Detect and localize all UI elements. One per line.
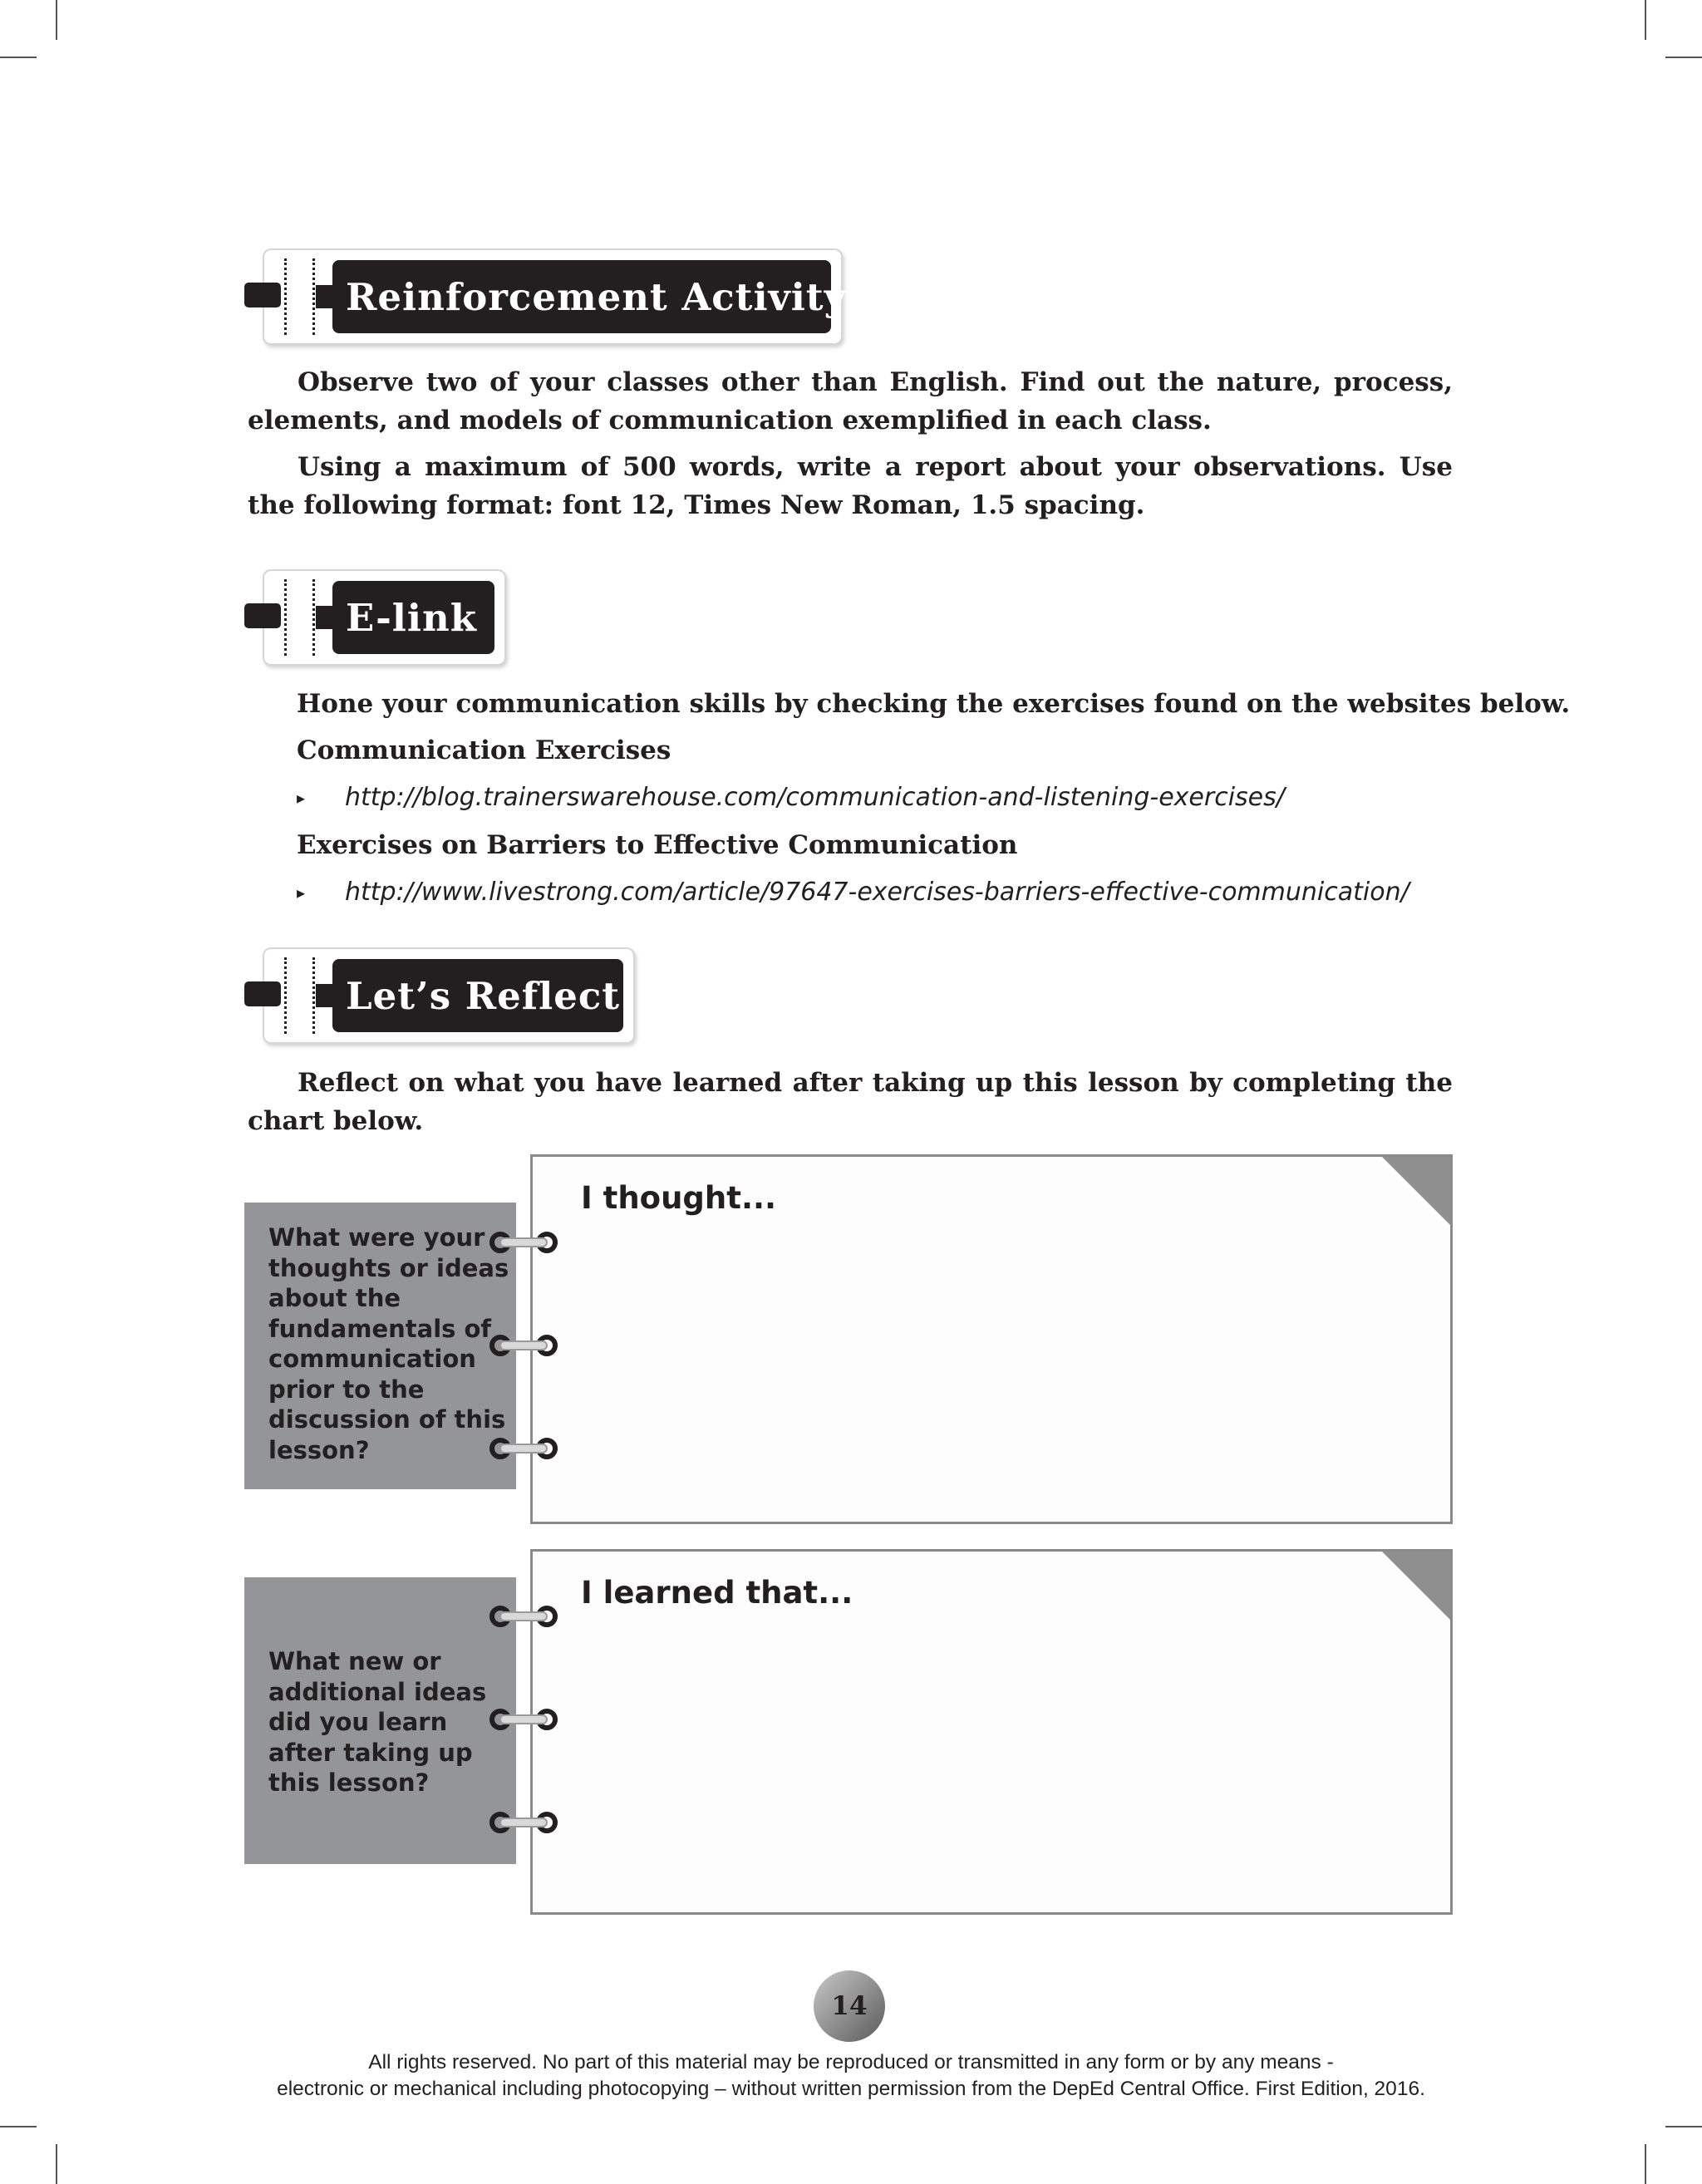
section-title-bar <box>332 581 494 654</box>
copyright-footer-line-2: electronic or mechanical including photocopying – without written permission from the DepEd Central Office. First Edition, 2016. <box>277 2078 1425 2100</box>
crop-mark <box>0 57 37 58</box>
stitch-line <box>312 579 315 656</box>
crop-mark <box>1665 57 1702 58</box>
reflect-question: What new or additional ideas did you learn after taking up this lesson? <box>268 1647 487 1797</box>
reflect-question-box <box>244 1203 516 1489</box>
page-fold-corner <box>1382 1157 1450 1225</box>
crop-mark <box>1665 2126 1702 2127</box>
elink-url-link[interactable]: http://blog.trainerswarehouse.com/communication-and-listening-exercises/ <box>345 783 1285 812</box>
page-number: 14 <box>831 1991 868 2021</box>
binder-ring-icon <box>489 1705 558 1734</box>
elink-heading-barriers-exercises: Exercises on Barriers to Effective Communication <box>297 830 1018 860</box>
tab-nub <box>244 603 281 628</box>
tab-nub <box>244 283 281 307</box>
crop-mark <box>56 2144 57 2184</box>
reflect-answer-card[interactable] <box>530 1549 1453 1915</box>
stitch-line <box>284 258 287 335</box>
reflect-answer-card[interactable] <box>530 1154 1453 1524</box>
section-title: E-link <box>346 595 477 640</box>
crop-mark <box>0 2126 37 2127</box>
stitch-line <box>284 957 287 1034</box>
binder-ring-icon <box>489 1602 558 1631</box>
stitch-line <box>312 258 315 335</box>
reflect-answer-prompt: I learned that... <box>581 1575 853 1611</box>
binder-ring-icon <box>489 1331 558 1360</box>
binder-ring-icon <box>489 1434 558 1463</box>
reflect-question: What were your thoughts or ideas about the fundamentals of communication prior to the discussion of this lesson? <box>268 1223 509 1464</box>
section-title: Reinforcement Activity <box>346 274 847 319</box>
stitch-line <box>312 957 315 1034</box>
section-header-e-link <box>263 569 506 666</box>
section-header-reinforcement-activity <box>263 248 847 345</box>
triangle-right-bullet-icon: ▸ <box>297 788 306 808</box>
copyright-footer-line-1: All rights reserved. No part of this material may be reproduced or transmitted in any form or by any means - <box>368 2051 1334 2073</box>
stitch-line <box>284 579 287 656</box>
page-fold-corner <box>1382 1552 1450 1620</box>
elink-intro: Hone your communication skills by checking the exercises found on the websites below. <box>297 689 1571 719</box>
elink-heading-communication-exercises: Communication Exercises <box>297 735 671 765</box>
page-number-badge <box>814 1970 885 2042</box>
crop-mark <box>1645 2144 1646 2184</box>
reflect-answer-prompt: I thought... <box>581 1180 777 1216</box>
crop-mark <box>56 0 57 40</box>
reflect-question-box <box>244 1577 516 1864</box>
binder-ring-icon <box>489 1808 558 1837</box>
elink-url-link[interactable]: http://www.livestrong.com/article/97647-exercises-barriers-effective-communication/ <box>345 878 1409 907</box>
reflect-intro: Reflect on what you have learned after taking up this lesson by completing the chart below. <box>248 1068 1453 1136</box>
reinforcement-paragraph-2: Using a maximum of 500 words, write a report about your observations. Use the following format: font 12, Times New Roman, 1.5 spacing. <box>248 452 1453 520</box>
section-title-bar <box>332 260 847 333</box>
crop-mark <box>1645 0 1646 40</box>
section-title-bar <box>332 959 623 1032</box>
tab-nub <box>244 981 281 1006</box>
section-header-lets-reflect <box>263 947 635 1044</box>
triangle-right-bullet-icon: ▸ <box>297 883 306 903</box>
binder-ring-icon <box>489 1228 558 1257</box>
section-title: Let’s Reflect <box>346 973 621 1018</box>
reinforcement-paragraph-1: Observe two of your classes other than English. Find out the nature, process, elements, and models of communication exemplified in each class. <box>248 367 1453 435</box>
